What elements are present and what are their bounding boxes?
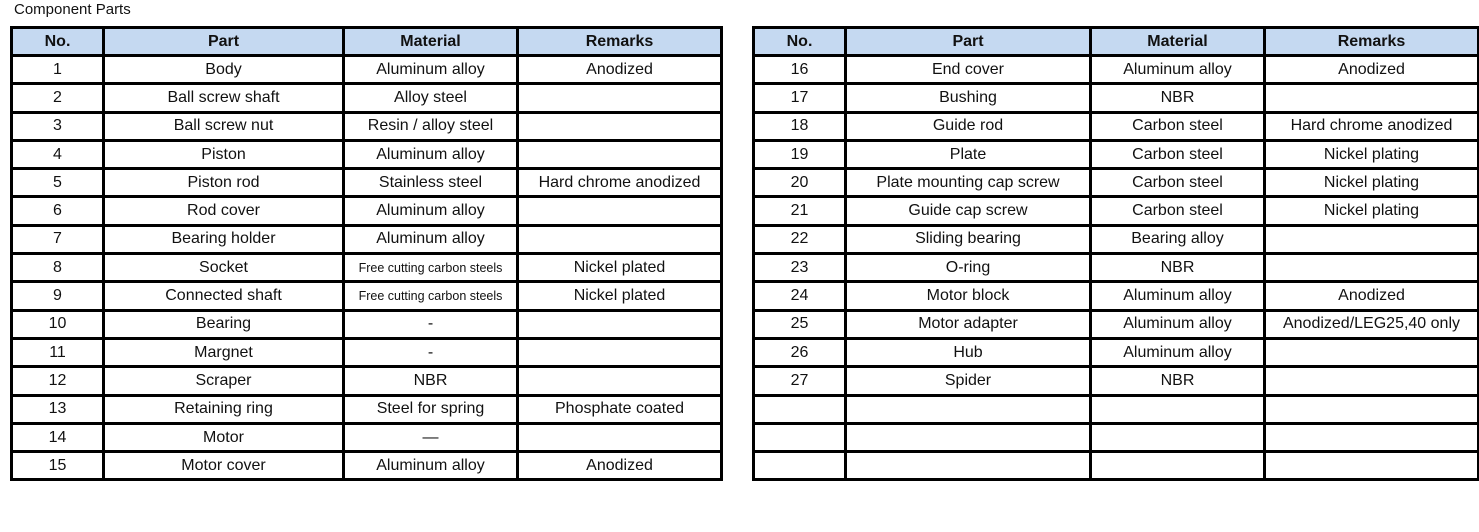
cell-no: 18 (754, 112, 846, 140)
cell-part: Guide rod (846, 112, 1091, 140)
cell-material: Free cutting carbon steels (344, 282, 518, 310)
cell-no: 8 (12, 254, 104, 282)
table-row (12, 254, 722, 282)
cell-remarks (518, 338, 722, 366)
table-row (754, 140, 1479, 168)
cell-no: 4 (12, 140, 104, 168)
cell-remarks: Nickel plated (518, 282, 722, 310)
cell-part: Rod cover (104, 197, 344, 225)
column-header-no: No. (754, 28, 846, 56)
table-row (754, 225, 1479, 253)
cell-no: 5 (12, 169, 104, 197)
table-row (12, 56, 722, 84)
cell-material: Steel for spring (344, 395, 518, 423)
cell-no: 13 (12, 395, 104, 423)
table-row (754, 282, 1479, 310)
cell-no: 26 (754, 338, 846, 366)
cell-material: - (344, 310, 518, 338)
table-row (754, 367, 1479, 395)
cell-material: NBR (1091, 84, 1265, 112)
cell-no: 9 (12, 282, 104, 310)
cell-no: 14 (12, 423, 104, 451)
table-row (754, 395, 1479, 423)
cell-material: NBR (1091, 367, 1265, 395)
cell-material: Stainless steel (344, 169, 518, 197)
cell-remarks (518, 197, 722, 225)
cell-remarks (518, 84, 722, 112)
cell-material: NBR (1091, 254, 1265, 282)
cell-part: Bearing holder (104, 225, 344, 253)
column-header-part: Part (104, 28, 344, 56)
cell-remarks (1265, 395, 1479, 423)
cell-remarks: Nickel plating (1265, 197, 1479, 225)
cell-part: Ball screw shaft (104, 84, 344, 112)
cell-remarks: Anodized (1265, 56, 1479, 84)
cell-no: 20 (754, 169, 846, 197)
cell-material: Bearing alloy (1091, 225, 1265, 253)
cell-part: Scraper (104, 367, 344, 395)
column-header-part: Part (846, 28, 1091, 56)
table-row (754, 169, 1479, 197)
cell-part (846, 452, 1091, 480)
column-header-material: Material (344, 28, 518, 56)
cell-remarks: Phosphate coated (518, 395, 722, 423)
cell-part: Piston (104, 140, 344, 168)
cell-no: 23 (754, 254, 846, 282)
cell-part: Ball screw nut (104, 112, 344, 140)
cell-no: 7 (12, 225, 104, 253)
cell-material: Aluminum alloy (344, 56, 518, 84)
cell-no: 24 (754, 282, 846, 310)
cell-part: O-ring (846, 254, 1091, 282)
cell-part: Spider (846, 367, 1091, 395)
table-header-row (754, 28, 1479, 56)
cell-material: Aluminum alloy (344, 140, 518, 168)
cell-remarks: Anodized (518, 56, 722, 84)
cell-no: 6 (12, 197, 104, 225)
cell-no: 27 (754, 367, 846, 395)
table-row (754, 423, 1479, 451)
table-row (12, 84, 722, 112)
cell-material: Aluminum alloy (1091, 338, 1265, 366)
cell-remarks (1265, 367, 1479, 395)
cell-no: 2 (12, 84, 104, 112)
cell-remarks (1265, 225, 1479, 253)
cell-material: Aluminum alloy (1091, 282, 1265, 310)
cell-remarks: Nickel plated (518, 254, 722, 282)
cell-no: 21 (754, 197, 846, 225)
cell-part: Margnet (104, 338, 344, 366)
cell-remarks: Nickel plating (1265, 169, 1479, 197)
cell-remarks (1265, 254, 1479, 282)
cell-material (1091, 395, 1265, 423)
cell-no: 15 (12, 452, 104, 480)
table-row (12, 282, 722, 310)
parts-table-left (10, 26, 723, 481)
cell-material: Carbon steel (1091, 197, 1265, 225)
cell-part: Plate (846, 140, 1091, 168)
cell-part (846, 423, 1091, 451)
cell-remarks (518, 140, 722, 168)
cell-material (1091, 452, 1265, 480)
cell-part: Socket (104, 254, 344, 282)
table-row (12, 367, 722, 395)
cell-no: 19 (754, 140, 846, 168)
cell-material: Carbon steel (1091, 169, 1265, 197)
cell-no: 25 (754, 310, 846, 338)
cell-part: Hub (846, 338, 1091, 366)
table-row (754, 112, 1479, 140)
cell-remarks (1265, 338, 1479, 366)
cell-remarks (1265, 452, 1479, 480)
cell-no: 11 (12, 338, 104, 366)
cell-material: Free cutting carbon steels (344, 254, 518, 282)
cell-remarks (1265, 84, 1479, 112)
cell-material: Resin / alloy steel (344, 112, 518, 140)
cell-material: NBR (344, 367, 518, 395)
table-row (12, 310, 722, 338)
table-row (12, 140, 722, 168)
cell-material: — (344, 423, 518, 451)
table-row (754, 452, 1479, 480)
cell-remarks: Anodized (518, 452, 722, 480)
table-row (12, 338, 722, 366)
cell-no: 22 (754, 225, 846, 253)
cell-no (754, 452, 846, 480)
cell-remarks (518, 310, 722, 338)
cell-part: Body (104, 56, 344, 84)
cell-no: 12 (12, 367, 104, 395)
cell-remarks (518, 423, 722, 451)
table-row (12, 423, 722, 451)
cell-no: 1 (12, 56, 104, 84)
cell-part: Motor (104, 423, 344, 451)
cell-material: Aluminum alloy (344, 225, 518, 253)
table-row (754, 84, 1479, 112)
cell-part: Motor block (846, 282, 1091, 310)
cell-remarks: Nickel plating (1265, 140, 1479, 168)
table-row (754, 310, 1479, 338)
cell-part: Guide cap screw (846, 197, 1091, 225)
table-row (12, 169, 722, 197)
cell-remarks (518, 225, 722, 253)
cell-material: - (344, 338, 518, 366)
table-row (754, 56, 1479, 84)
table-row (754, 338, 1479, 366)
cell-part: Plate mounting cap screw (846, 169, 1091, 197)
cell-part: Retaining ring (104, 395, 344, 423)
cell-no: 3 (12, 112, 104, 140)
cell-part: End cover (846, 56, 1091, 84)
cell-remarks (518, 112, 722, 140)
cell-part: Connected shaft (104, 282, 344, 310)
table-row (12, 395, 722, 423)
cell-material (1091, 423, 1265, 451)
cell-no (754, 423, 846, 451)
cell-material: Aluminum alloy (344, 452, 518, 480)
cell-material: Aluminum alloy (1091, 56, 1265, 84)
cell-material: Carbon steel (1091, 112, 1265, 140)
cell-no: 10 (12, 310, 104, 338)
cell-material: Carbon steel (1091, 140, 1265, 168)
cell-no (754, 395, 846, 423)
column-header-no: No. (12, 28, 104, 56)
cell-part: Bearing (104, 310, 344, 338)
table-row (12, 452, 722, 480)
column-header-material: Material (1091, 28, 1265, 56)
cell-part: Bushing (846, 84, 1091, 112)
table-row (754, 254, 1479, 282)
parts-table-right (752, 26, 1479, 481)
table-header-row (12, 28, 722, 56)
column-header-remarks: Remarks (518, 28, 722, 56)
cell-remarks: Hard chrome anodized (1265, 112, 1479, 140)
cell-part: Sliding bearing (846, 225, 1091, 253)
cell-remarks: Anodized/LEG25,40 only (1265, 310, 1479, 338)
table-row (12, 225, 722, 253)
cell-no: 16 (754, 56, 846, 84)
cell-part (846, 395, 1091, 423)
table-row (12, 112, 722, 140)
table-row (754, 197, 1479, 225)
column-header-remarks: Remarks (1265, 28, 1479, 56)
cell-part: Motor cover (104, 452, 344, 480)
cell-remarks: Anodized (1265, 282, 1479, 310)
section-title: Component Parts (14, 1, 131, 18)
cell-no: 17 (754, 84, 846, 112)
cell-remarks (1265, 423, 1479, 451)
cell-part: Piston rod (104, 169, 344, 197)
cell-material: Aluminum alloy (1091, 310, 1265, 338)
cell-remarks (518, 367, 722, 395)
cell-part: Motor adapter (846, 310, 1091, 338)
cell-material: Aluminum alloy (344, 197, 518, 225)
table-row (12, 197, 722, 225)
cell-material: Alloy steel (344, 84, 518, 112)
cell-remarks: Hard chrome anodized (518, 169, 722, 197)
